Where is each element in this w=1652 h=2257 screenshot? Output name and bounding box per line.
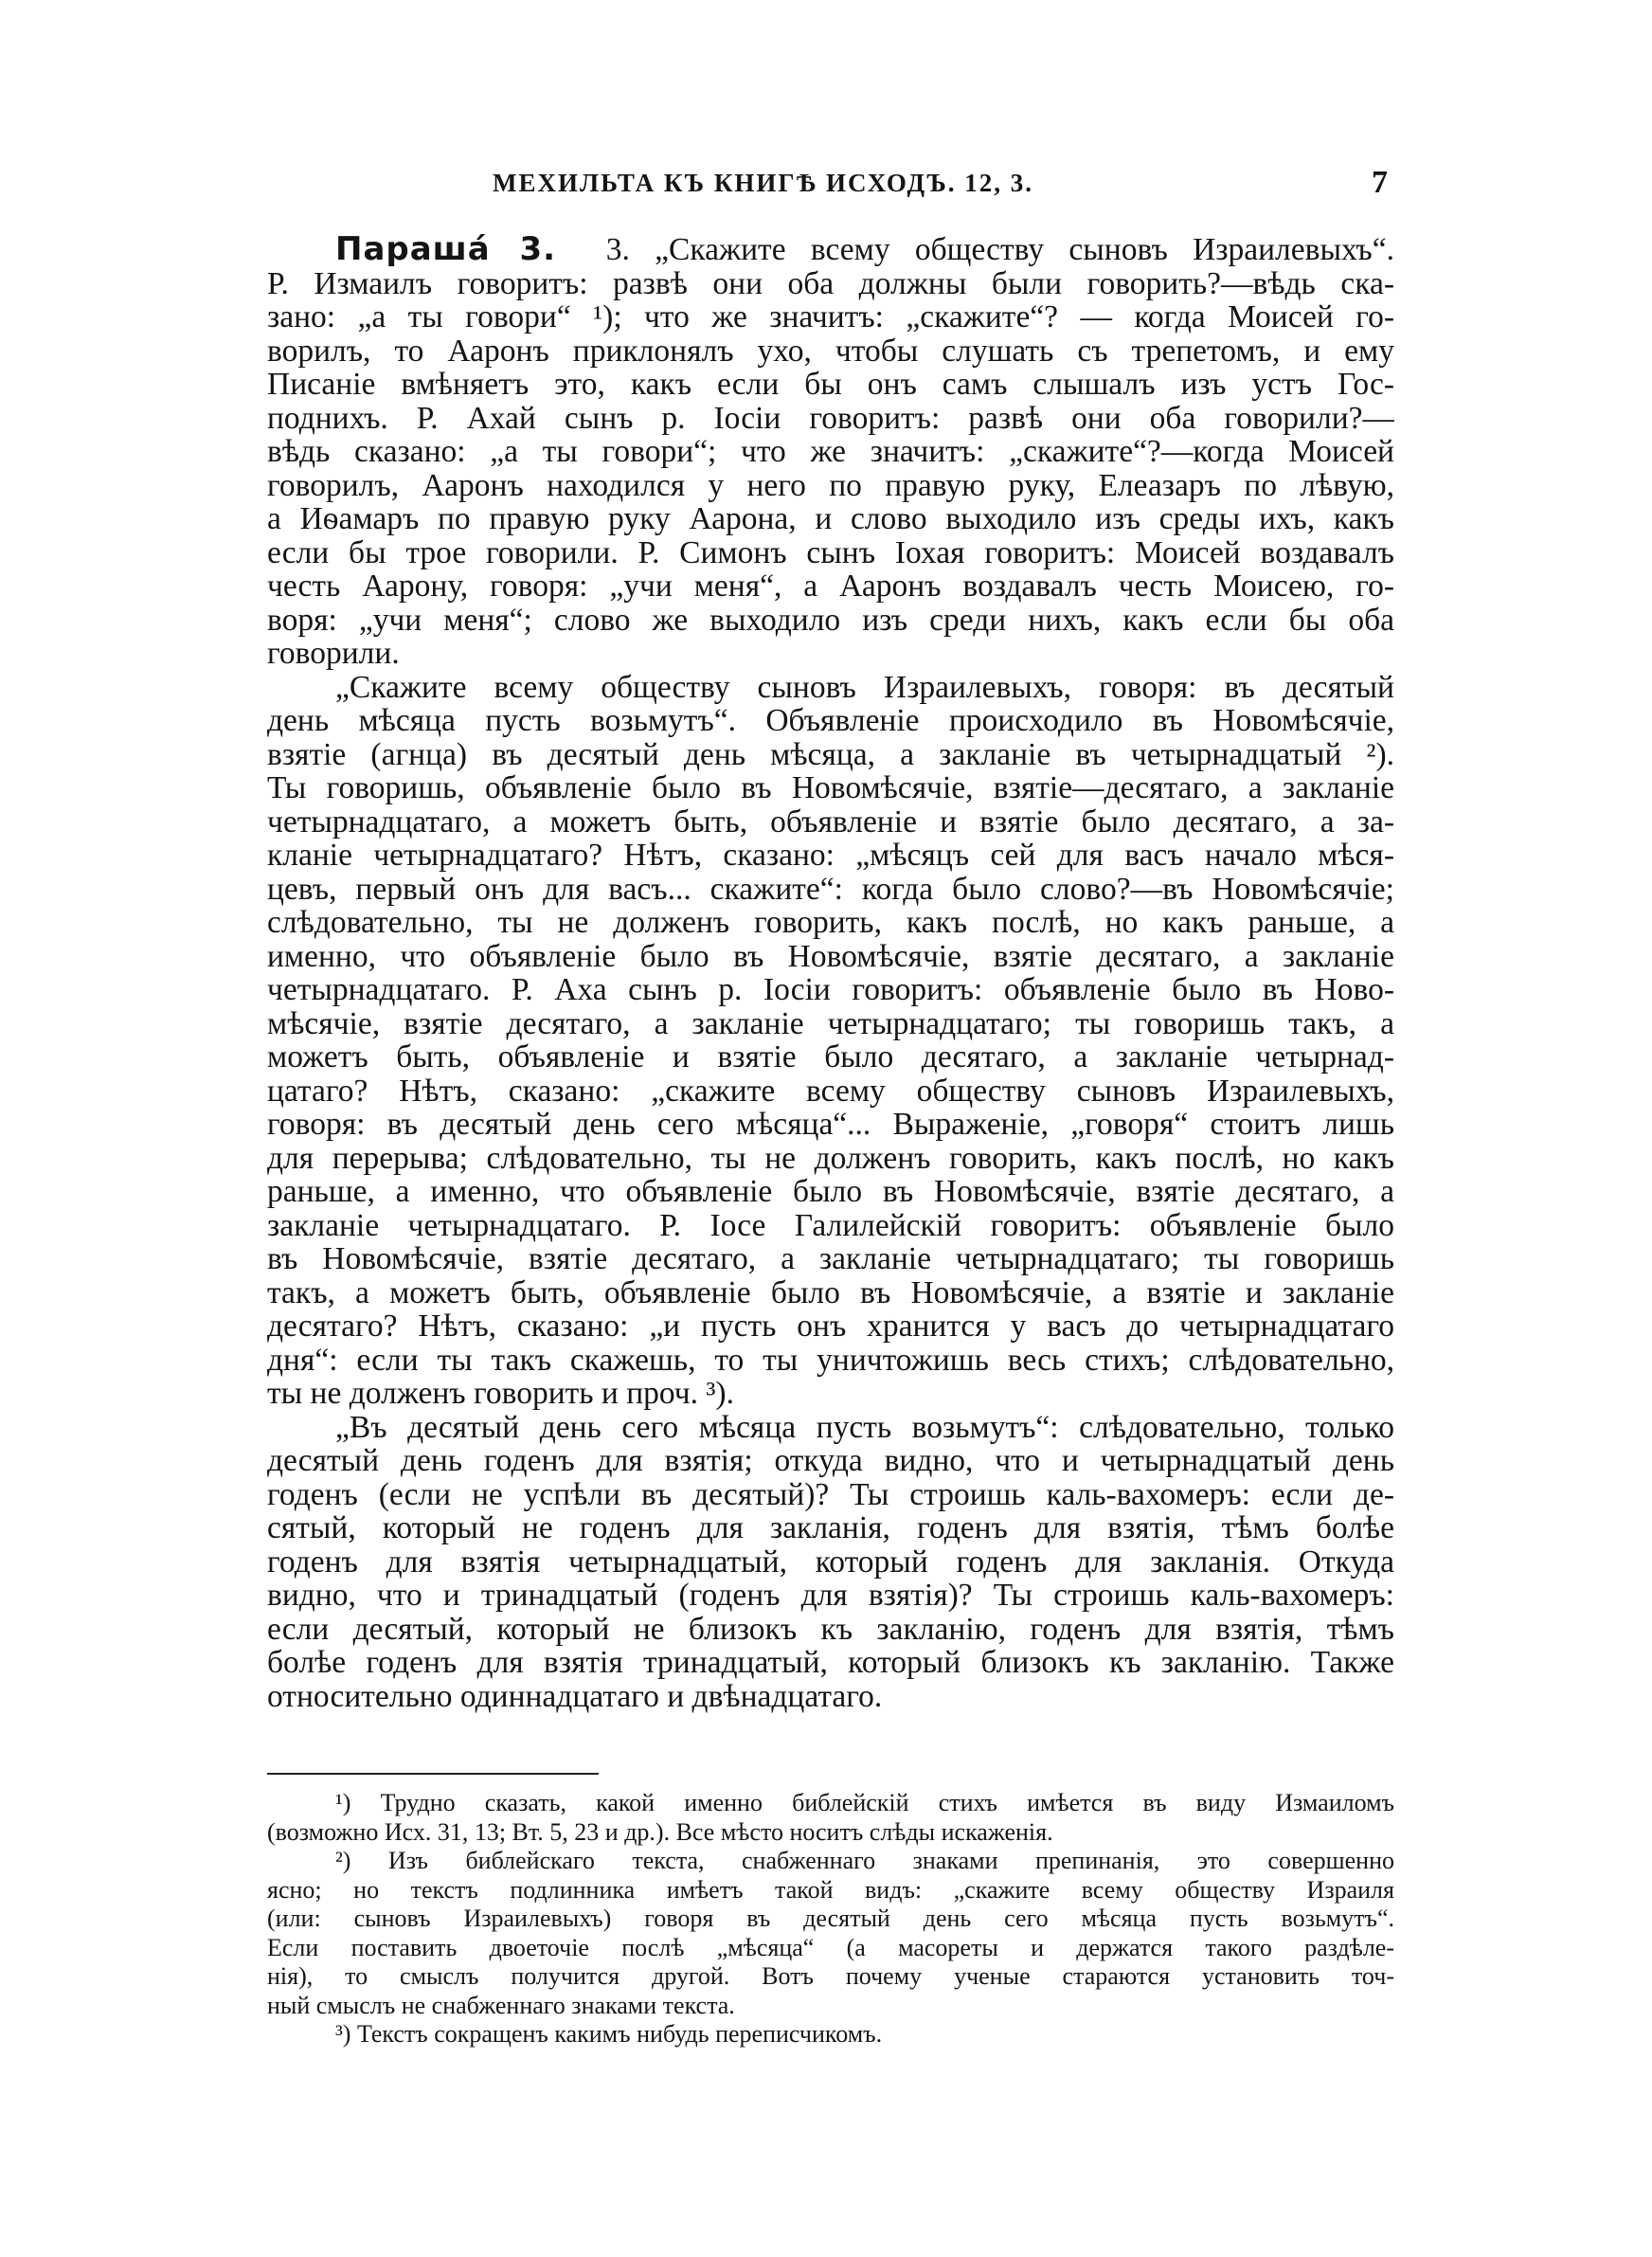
text-line: десятый день годенъ для взятія; откуда видно, что и четырнадцатый день	[267, 1444, 1394, 1478]
text-line: говорили.	[267, 636, 400, 671]
text-line-content: „Скажите всему обществу сыновъ Израилевыхъ“.	[655, 233, 1394, 267]
text-line: „Въ десятый день сего мѣсяца пусть возьмутъ“: слѣдовательно, только	[335, 1410, 1394, 1444]
footnote-line: ³) Текстъ сокращенъ какимъ нибудь переписчикомъ.	[335, 2020, 883, 2048]
text-line: годенъ для взятія четырнадцатый, который годенъ для закланія. Откуда	[267, 1544, 1394, 1579]
footnote-line: ясно; но текстъ подлинника имѣетъ такой видъ: „скажите всему обществу Израиля	[267, 1875, 1394, 1904]
page-number: 7	[1372, 165, 1388, 200]
text-line: видно, что и тринадцатый (годенъ для взятія)? Ты строишь каль-вахомеръ:	[267, 1579, 1394, 1613]
text-line: Ты говоришь, объявленіе было въ Новомѣсячіе, взятіе—десятаго, а закланіе	[267, 771, 1394, 805]
text-line: сятый, который не годенъ для закланія, годенъ для взятія, тѣмъ болѣе	[267, 1511, 1394, 1545]
text-line: именно, что объявленіе было въ Новомѣсячіе, взятіе десятаго, а закланіе	[267, 939, 1394, 973]
footnotes	[267, 1789, 1394, 2049]
footnote-line: Если поставить двоеточіе послѣ „мѣсяца“ (а масореты и держатся такого раздѣле-	[267, 1933, 1394, 1961]
parasha-heading: Парашá 3.	[335, 233, 557, 267]
text-line: годенъ (если не успѣли въ десятый)? Ты строишь каль-вахомеръ: если де-	[267, 1477, 1394, 1511]
footnote-line: (или: сыновъ Израилевыхъ) говоря въ десятый день сего мѣсяца пусть возьмутъ“.	[267, 1905, 1394, 1932]
text-line: слѣдовательно, ты не долженъ говорить, какъ послѣ, но какъ раньше, а	[267, 906, 1394, 940]
footnote-line: ный смыслъ не снабженнаго знаками текста.	[267, 1991, 735, 2019]
text-line: воря: „учи меня“; слово же выходило изъ среди нихъ, какъ если бы оба	[267, 603, 1394, 637]
text-line: зано: „а ты говори“ ¹); что же значитъ: „скажите“? — когда Моисей го-	[267, 300, 1394, 334]
text-line	[267, 233, 1394, 267]
text-line: относительно одиннадцатаго и двѣнадцатаго.	[267, 1678, 883, 1714]
text-line: поднихъ. Р. Ахай сынъ р. Іосіи говоритъ: развѣ они оба говорили?—	[267, 401, 1394, 435]
text-line: болѣе годенъ для взятія тринадцатый, который близокъ къ закланію. Также	[267, 1646, 1394, 1680]
text-line: мѣсячіе, взятіе десятаго, а закланіе четырнадцатаго; ты говоришь такъ, а	[267, 1006, 1394, 1040]
text-line: для перерыва; слѣдовательно, ты не долженъ говорить, какъ послѣ, но какъ	[267, 1141, 1394, 1175]
text-line: дня“: если ты такъ скажешь, то ты уничтожишь весь стихъ; слѣдовательно,	[267, 1343, 1394, 1377]
text-line: честь Аарону, говоря: „учи меня“, а Ааронъ воздавалъ честь Моисею, го-	[267, 569, 1394, 604]
text-line: Р. Измаилъ говоритъ: развѣ они оба должны были говорить?—вѣдь ска-	[267, 266, 1394, 300]
text-line: четырнадцатаго, а можетъ быть, объявленіе и взятіе было десятаго, а за-	[267, 804, 1394, 839]
main-text	[267, 233, 1394, 1713]
text-line: говорилъ, Ааронъ находился у него по правую руку, Елеазаръ по лѣвую,	[267, 468, 1394, 502]
text-line: Писаніе вмѣняетъ это, какъ если бы онъ самъ слышалъ изъ устъ Гос-	[267, 368, 1394, 402]
text-line: кланіе четырнадцатаго? Нѣтъ, сказано: „мѣсяцъ сей для васъ начало мѣся-	[267, 839, 1394, 873]
text-line: такъ, а можетъ быть, объявленіе было въ Новомѣсячіе, а взятіе и закланіе	[267, 1275, 1394, 1309]
text-line: цевъ, первый онъ для васъ... скажите“: когда было слово?—въ Новомѣсячіе;	[267, 872, 1394, 906]
text-line: цатаго? Нѣтъ, сказано: „скажите всему обществу сыновъ Израилевыхъ,	[267, 1074, 1394, 1108]
footnote-line: (возможно Исх. 31, 13; Вт. 5, 23 и др.). Все мѣсто носитъ слѣды искаженія.	[267, 1817, 1053, 1846]
text-line: „Скажите всему обществу сыновъ Израилевыхъ, говоря: въ десятый	[335, 670, 1394, 704]
running-title: МЕХИЛЬТА КЪ КНИГѢ ИСХОДЪ. 12, 3.	[493, 169, 1034, 197]
text-line: если бы трое говорили. Р. Симонъ сынъ Іохая говоритъ: Моисей воздавалъ	[267, 535, 1394, 569]
text-line: въ Новомѣсячіе, взятіе десятаго, а закланіе четырнадцатаго; ты говоришь	[267, 1242, 1394, 1276]
footnote-divider	[267, 1773, 599, 1775]
footnote-line: нія), то смыслъ получится другой. Вотъ почему ученые стараются установить точ-	[267, 1962, 1394, 1990]
text-line: взятіе (агнца) въ десятый день мѣсяца, а закланіе въ четырнадцатый ²).	[267, 737, 1394, 771]
text-line: четырнадцатаго. Р. Аха сынъ р. Іосіи говоритъ: объявленіе было въ Ново-	[267, 973, 1394, 1007]
text-line: день мѣсяца пусть возьмутъ“. Объявленіе происходило въ Новомѣсячіе,	[267, 704, 1394, 738]
text-line: говоря: въ десятый день сего мѣсяца“... Выраженіе, „говоря“ стоитъ лишь	[267, 1108, 1394, 1142]
text-line: а Иѳамаръ по правую руку Аарона, и слово выходило изъ среды ихъ, какъ	[267, 502, 1394, 536]
text-line: десятаго? Нѣтъ, сказано: „и пусть онъ хранится у васъ до четырнадцатаго	[267, 1309, 1394, 1344]
text-line: раньше, а именно, что объявленіе было въ Новомѣсячіе, взятіе десятаго, а	[267, 1175, 1394, 1209]
text-line: ты не долженъ говорить и проч. ³).	[267, 1376, 734, 1411]
text-line: вѣдь сказано: „а ты говори“; что же значитъ: „скажите“?—когда Моисей	[267, 435, 1394, 469]
footnote-line: ²) Изъ библейскаго текста, снабженнаго знаками препинанія, это совершенно	[335, 1847, 1394, 1874]
text-line: если десятый, который не близокъ къ закланію, годенъ для взятія, тѣмъ	[267, 1612, 1394, 1646]
text-line: ворилъ, то Ааронъ приклонялъ ухо, чтобы слушать съ трепетомъ, и ему	[267, 334, 1394, 368]
text-line: закланіе четырнадцатаго. Р. Іосе Галилейскій говоритъ: объявленіе было	[267, 1208, 1394, 1242]
text-line: можетъ быть, объявленіе и взятіе было десятаго, а закланіе четырнад-	[267, 1040, 1394, 1074]
verse-number: 3.	[605, 233, 630, 267]
footnote-line: ¹) Трудно сказать, какой именно библейскій стихъ имѣется въ виду Измаиломъ	[335, 1789, 1394, 1816]
